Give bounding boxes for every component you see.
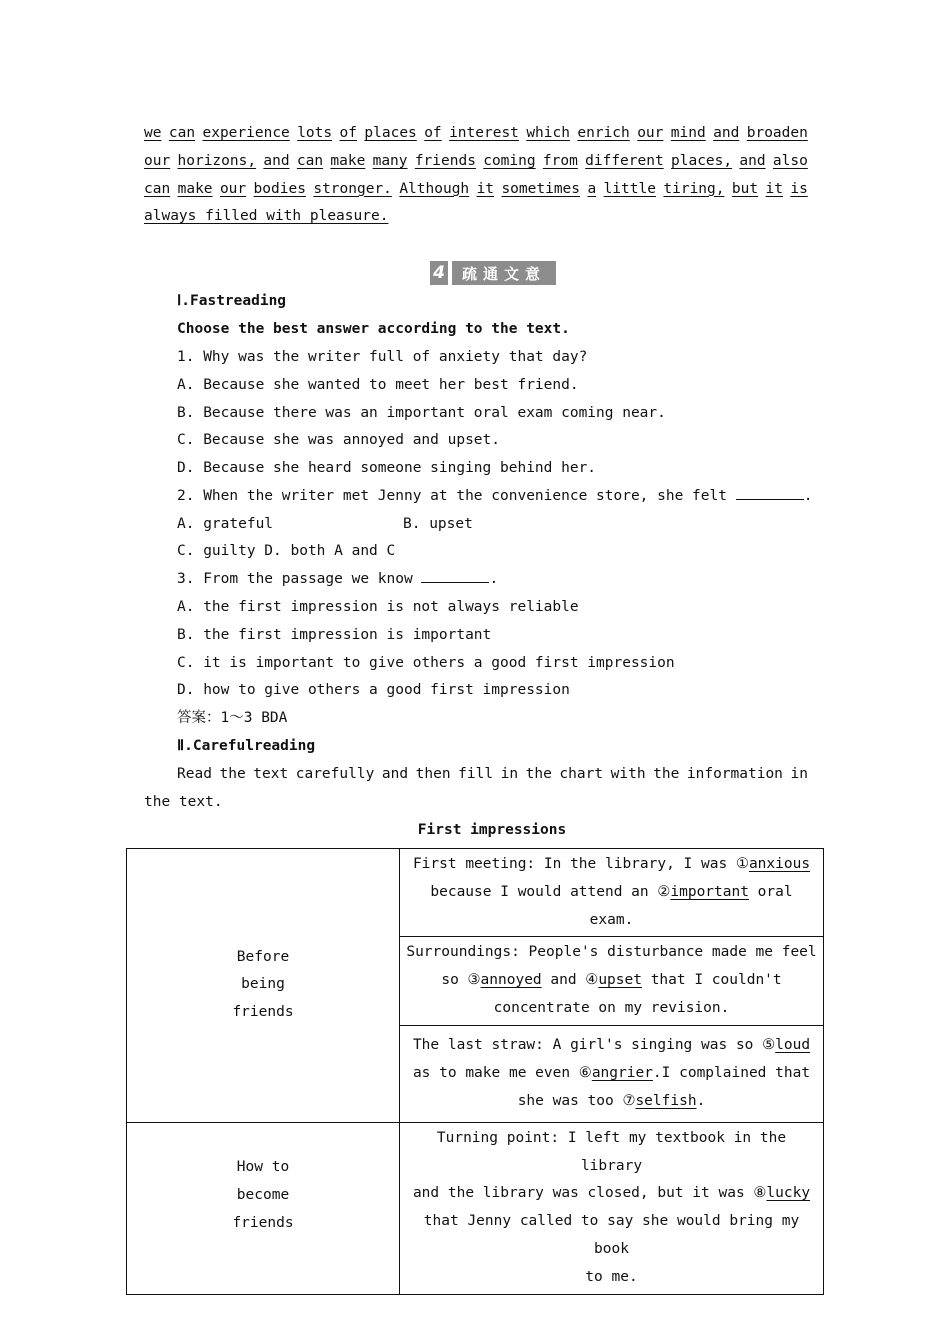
table-row <box>127 849 824 937</box>
question-2-option-a: A. grateful <box>177 516 274 532</box>
intro-word: places, <box>671 152 733 169</box>
instruction-word: information <box>686 766 783 782</box>
instruction-word: Read <box>177 766 212 782</box>
instruction-word: carefully <box>295 766 375 782</box>
label-line: friends <box>232 1004 294 1021</box>
question-2-option-cd: C. guilty D. both A and C <box>177 543 396 559</box>
cell-text: as to make me even ⑥ <box>412 1064 592 1081</box>
intro-word: our <box>144 152 171 169</box>
intro-word: can <box>144 180 171 197</box>
cell-text: .I complained that <box>652 1064 811 1081</box>
cell-text: because I would attend an ② <box>430 883 671 900</box>
answer-blank <box>421 568 489 583</box>
cell-text: and the library was closed, but it was ⑧ <box>412 1185 767 1202</box>
intro-word: enrich <box>577 125 630 141</box>
surroundings-cell <box>400 937 824 1025</box>
intro-word: broaden <box>746 125 808 141</box>
intro-word: Although <box>399 180 470 197</box>
intro-word: many <box>372 152 408 169</box>
cell-text: The last straw: A girl's singing was so ⑤ <box>412 1037 776 1054</box>
intro-word: coming <box>483 152 536 169</box>
question-3: 3. From the passage we know . <box>177 566 498 594</box>
carefulreading-instruction <box>144 761 808 817</box>
intro-word: and <box>713 125 740 141</box>
fastreading-instruction: Choose the best answer according to the text. <box>177 321 570 337</box>
instruction-word: the <box>525 766 552 782</box>
intro-word: make <box>330 152 366 169</box>
answer-annoyed: annoyed <box>480 972 542 989</box>
fastreading-heading: Ⅰ.Fastreading <box>177 293 287 309</box>
intro-word: interest <box>449 125 519 141</box>
cell-text: so ③ <box>441 972 481 989</box>
label-line: friends <box>232 1215 294 1232</box>
answer-anxious: anxious <box>748 856 811 872</box>
question-3-option-c: C. it is important to give others a good first impression <box>177 655 675 671</box>
cell-text: Turning point: I left my textbook in the library <box>436 1129 787 1174</box>
intro-word: experience <box>202 125 290 141</box>
label-line: being <box>241 976 285 993</box>
instruction-word: in <box>500 766 519 782</box>
answer-angrier: angrier <box>591 1064 653 1081</box>
intro-word: different <box>585 152 664 169</box>
cell-text: concentrate on my revision. <box>493 999 730 1016</box>
instruction-word: chart <box>559 766 604 782</box>
intro-word: make <box>177 180 213 197</box>
intro-word: is <box>790 180 808 197</box>
intro-word: mind <box>670 125 706 141</box>
question-3-option-d: D. how to give others a good first impression <box>177 682 570 698</box>
intro-word: it <box>476 180 495 197</box>
intro-word: of <box>424 125 442 141</box>
intro-word: we <box>144 125 162 141</box>
question-1-option-a: A. Because she wanted to meet her best friend. <box>177 377 579 393</box>
instruction-word: the <box>653 766 680 782</box>
instruction-line-end: the text. <box>144 793 223 810</box>
label-line: How to <box>236 1159 290 1176</box>
how-to-become-friends-label <box>127 1122 400 1294</box>
carefulreading-heading: Ⅱ.Carefulreading <box>177 738 316 754</box>
question-2-option-b: B. upset <box>403 516 473 532</box>
instruction-word: fill <box>458 766 494 782</box>
cell-text: oral exam. <box>589 883 793 928</box>
cell-text: Surroundings: People's disturbance made me feel <box>406 944 817 961</box>
cell-text: she was too ⑦ <box>517 1092 636 1109</box>
intro-word: friends <box>414 152 476 169</box>
answer-key: 答案：1～3 BDA <box>177 710 288 726</box>
intro-word: and <box>739 152 766 169</box>
table-row <box>127 1122 824 1294</box>
instruction-word: the <box>219 766 246 782</box>
cell-text: . <box>696 1092 706 1109</box>
instruction-word: and <box>381 766 409 782</box>
before-friends-label <box>127 849 400 1123</box>
answer-loud: loud <box>775 1037 811 1054</box>
question-2: 2. When the writer met Jenny at the convenience store, she felt . <box>177 483 812 511</box>
question-1-option-c: C. Because she was annoyed and upset. <box>177 432 501 448</box>
intro-word: of <box>339 125 357 141</box>
section-title: 疏通文意 <box>452 261 556 285</box>
intro-word: can <box>296 152 324 169</box>
section-number: 4 <box>430 261 448 285</box>
first-impressions-table <box>126 848 824 1295</box>
first-meeting-cell <box>400 849 824 937</box>
turning-point-cell <box>400 1122 824 1294</box>
instruction-word: then <box>415 766 451 782</box>
instruction-word: text <box>253 766 289 782</box>
intro-word: also <box>772 152 808 169</box>
intro-word: sometimes <box>501 180 581 197</box>
intro-word: places <box>364 125 417 141</box>
question-2-text: 2. When the writer met Jenny at the convenience store, she felt <box>177 488 727 504</box>
question-3-option-b: B. the first impression is important <box>177 627 492 643</box>
intro-word: can <box>168 125 196 141</box>
question-1: 1. Why was the writer full of anxiety that day? <box>177 349 588 365</box>
cell-text: that Jenny called to say she would bring my book <box>423 1213 800 1257</box>
table-title: First impressions <box>417 822 567 838</box>
intro-word: stronger. <box>313 180 392 197</box>
intro-word: it <box>765 180 783 197</box>
intro-word: bodies <box>253 180 306 197</box>
answer-important: important <box>670 883 749 900</box>
intro-word: from <box>542 152 578 169</box>
answer-selfish: selfish <box>635 1092 697 1109</box>
cell-text: and ④ <box>541 972 599 989</box>
cell-text: to me. <box>585 1268 638 1285</box>
cell-text: First meeting: In the library, I was ① <box>412 856 749 872</box>
intro-word: which <box>526 125 570 141</box>
intro-word: little <box>603 180 656 197</box>
answer-upset: upset <box>598 972 642 989</box>
intro-paragraph <box>144 120 808 231</box>
intro-word: tiring, <box>663 180 725 197</box>
intro-word: but <box>731 180 759 197</box>
question-3-text: 3. From the passage we know <box>177 571 413 587</box>
intro-word: lots <box>297 125 333 141</box>
instruction-word: in <box>790 766 808 782</box>
answer-blank <box>736 485 804 500</box>
section-banner <box>430 261 556 285</box>
intro-word: our <box>637 125 664 141</box>
instruction-line <box>144 761 808 789</box>
last-straw-cell <box>400 1025 824 1122</box>
label-line: Before <box>236 948 290 965</box>
intro-word: a <box>587 180 597 197</box>
question-3-option-a: A. the first impression is not always reliable <box>177 599 579 615</box>
answer-lucky: lucky <box>766 1185 811 1202</box>
intro-line <box>144 176 808 204</box>
intro-line: always filled with pleasure. <box>144 208 389 225</box>
intro-line <box>144 148 808 176</box>
intro-word: horizons, <box>177 152 257 169</box>
intro-line <box>144 120 808 148</box>
label-line: become <box>236 1187 290 1204</box>
question-1-option-d: D. Because she heard someone singing behind her. <box>177 460 597 476</box>
intro-word: our <box>219 180 247 197</box>
intro-word: and <box>263 152 290 169</box>
question-1-option-b: B. Because there was an important oral exam coming near. <box>177 405 666 421</box>
cell-text: that I couldn't <box>641 972 782 989</box>
instruction-word: with <box>610 766 646 782</box>
